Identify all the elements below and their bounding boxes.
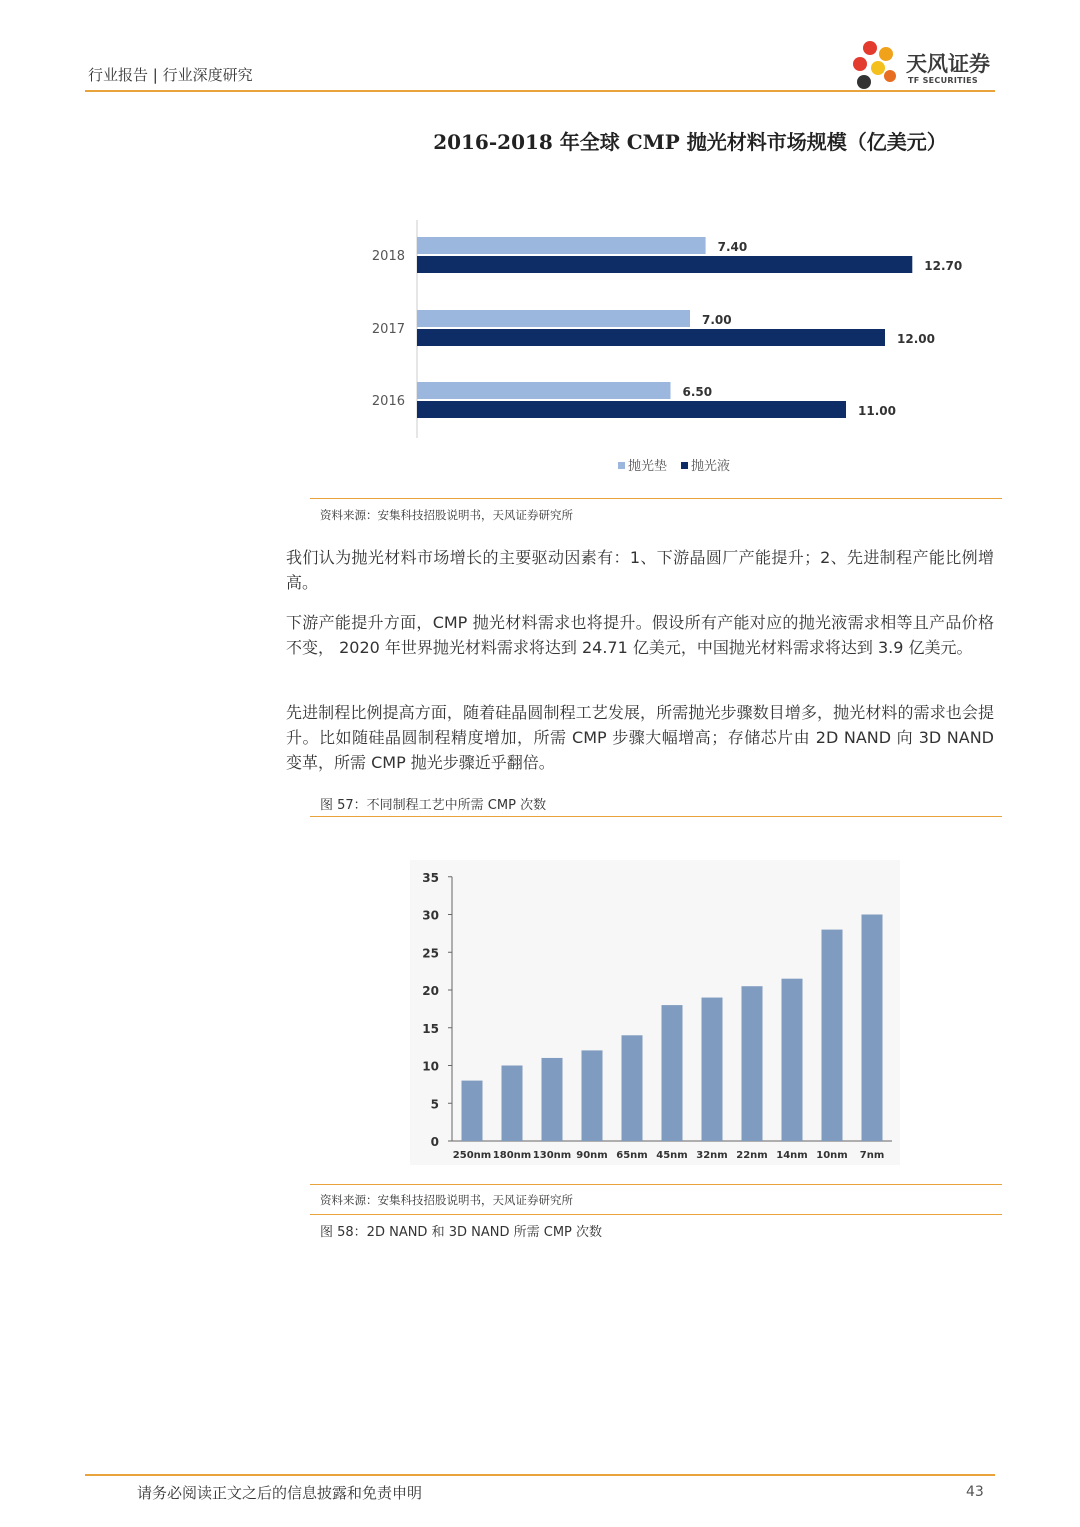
chart2-xtick-label: 45nm bbox=[656, 1150, 688, 1161]
paragraph-3: 先进制程比例提高方面，随着硅晶圆制程工艺发展，所需抛光步骤数目增多，抛光材料的需求也会提升。比如随硅晶圆制程精度增加，所需 CMP 步骤大幅增高；存储芯片由 2D NAND 向 3D NAND 变革，所需 CMP 抛光步骤近乎翻倍。 bbox=[286, 703, 994, 772]
chart2-ytick-label: 35 bbox=[422, 870, 439, 885]
fig57-source: 资料来源：安集科技招股说明书，天风证券研究所 bbox=[320, 1193, 573, 1207]
chart2-xtick-label: 22nm bbox=[736, 1150, 768, 1161]
chart2-bar bbox=[702, 998, 723, 1141]
chart1-legend-swatch bbox=[618, 462, 625, 469]
header-divider bbox=[85, 90, 995, 92]
chart2-xtick-label: 90nm bbox=[576, 1150, 608, 1161]
brand-name-cn: 天风证券 bbox=[906, 52, 990, 76]
chart1-rule bbox=[310, 498, 1002, 499]
chart2-ytick-label: 30 bbox=[422, 908, 439, 923]
chart2-xtick-label: 65nm bbox=[616, 1150, 648, 1161]
chart2-xtick-label: 180nm bbox=[492, 1150, 532, 1161]
chart1-legend-swatch bbox=[681, 462, 688, 469]
fig57-rule-bottom bbox=[310, 1184, 1002, 1185]
chart2-xtick-label: 14nm bbox=[776, 1150, 808, 1161]
chart2-bar bbox=[542, 1058, 563, 1141]
chart1-hbar bbox=[360, 210, 1000, 490]
brand-name-en: TF SECURITIES bbox=[908, 76, 978, 85]
chart1-category-label: 2017 bbox=[371, 322, 405, 337]
chart1-value-label: 12.70 bbox=[924, 259, 963, 273]
chart2-bar bbox=[582, 1050, 603, 1141]
chart2-ytick-label: 20 bbox=[422, 984, 439, 998]
chart1-value-label: 11.00 bbox=[858, 404, 896, 418]
chart1-value-label: 12.00 bbox=[897, 332, 935, 346]
chart1-bar-pad bbox=[417, 237, 706, 254]
chart1-legend-label: 抛光垫 bbox=[628, 459, 668, 474]
chart1-category-label: 2018 bbox=[371, 249, 405, 264]
chart1-title: 2016-2018 年全球 CMP 抛光材料市场规模（亿美元） bbox=[433, 130, 947, 154]
chart1-value-label: 6.50 bbox=[682, 385, 713, 399]
chart2-ytick-label: 0 bbox=[430, 1135, 439, 1149]
brand-logo-icon bbox=[848, 34, 908, 94]
chart2-xtick-label: 250nm bbox=[452, 1150, 492, 1161]
fig57-rule-top bbox=[310, 816, 1002, 817]
chart1-value-label: 7.40 bbox=[717, 240, 748, 254]
page-number: 43 bbox=[966, 1484, 984, 1500]
fig57-caption: 图 57：不同制程工艺中所需 CMP 次数 bbox=[320, 798, 547, 813]
paragraph-2: 下游产能提升方面，CMP 抛光材料需求也将提升。假设所有产能对应的抛光液需求相等且产品价格不变， 2020 年世界抛光材料需求将达到 24.71 亿美元，中国抛光材料需求将达到 3.9 亿美元。 bbox=[286, 613, 994, 657]
chart2-vbar bbox=[410, 860, 900, 1165]
chart2-bar bbox=[502, 1066, 523, 1142]
chart1-bar-slurry bbox=[417, 256, 912, 273]
chart2-ytick-label: 15 bbox=[422, 1021, 439, 1036]
chart1-value-label: 7.00 bbox=[702, 313, 732, 327]
paragraph-1: 我们认为抛光材料市场增长的主要驱动因素有：1、下游晶圆厂产能提升；2、先进制程产能比例增高。 bbox=[286, 548, 994, 592]
chart2-bar bbox=[822, 930, 843, 1141]
chart1-category-label: 2016 bbox=[371, 394, 405, 409]
chart1-bar-pad bbox=[417, 382, 671, 399]
chart1-source: 资料来源：安集科技招股说明书，天风证券研究所 bbox=[320, 508, 573, 522]
footer-divider bbox=[85, 1474, 995, 1476]
header-breadcrumb: 行业报告 | 行业深度研究 bbox=[88, 66, 253, 84]
chart1-bar-slurry bbox=[417, 329, 885, 346]
fig58-caption: 图 58：2D NAND 和 3D NAND 所需 CMP 次数 bbox=[320, 1225, 603, 1240]
chart1-bar-slurry bbox=[417, 401, 846, 418]
footer-disclaimer: 请务必阅读正文之后的信息披露和免责申明 bbox=[137, 1484, 423, 1502]
fig58-rule-top bbox=[310, 1214, 1002, 1215]
chart2-bar bbox=[862, 915, 883, 1142]
chart2-xtick-label: 130nm bbox=[532, 1150, 572, 1161]
chart2-bar bbox=[622, 1035, 643, 1141]
chart2-bar bbox=[662, 1005, 683, 1141]
chart1-legend-label: 抛光液 bbox=[691, 459, 731, 474]
chart2-xtick-label: 7nm bbox=[859, 1150, 885, 1161]
chart2-bar bbox=[742, 986, 763, 1141]
chart2-bar bbox=[782, 979, 803, 1141]
chart2-ytick-label: 5 bbox=[430, 1097, 439, 1112]
chart2-ytick-label: 10 bbox=[422, 1059, 439, 1074]
chart2-xtick-label: 10nm bbox=[816, 1150, 848, 1161]
chart2-ytick-label: 25 bbox=[422, 946, 439, 961]
chart2-bar bbox=[462, 1081, 483, 1141]
chart2-xtick-label: 32nm bbox=[696, 1150, 728, 1161]
chart1-bar-pad bbox=[417, 310, 690, 327]
